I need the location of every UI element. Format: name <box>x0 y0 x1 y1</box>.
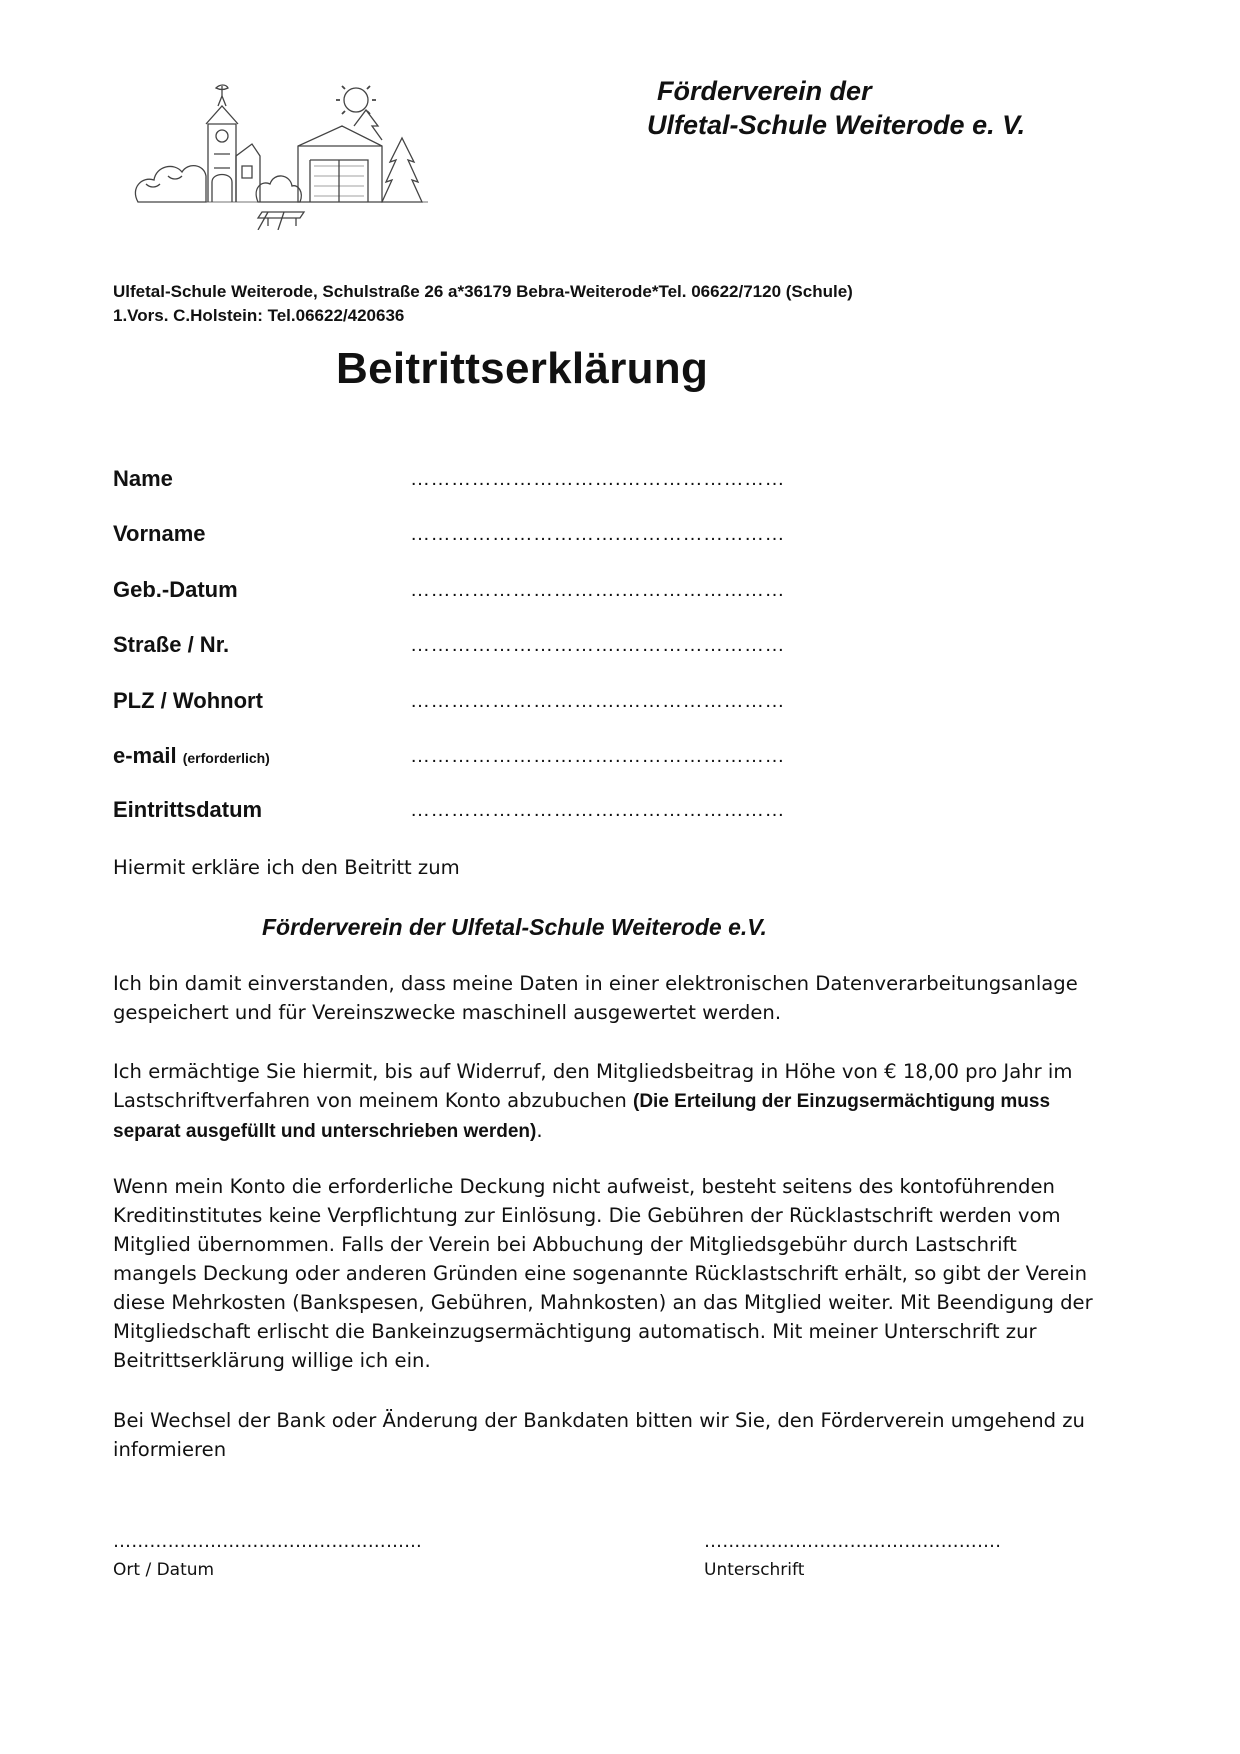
field-label-strasse: Straße / Nr. <box>113 632 230 657</box>
field-label-eintrittsdatum: Eintrittsdatum <box>113 797 263 822</box>
sun-icon <box>344 88 368 112</box>
paragraph-bank-change: Bei Wechsel der Bank oder Änderung der Bankdaten bitten wir Sie, den Förderverein umgehend zu informieren <box>113 1409 1085 1461</box>
direct-debit-bold-note: (Die Erteilung der Einzugsermächtigung muss separat ausgefüllt und unterschrieben werden) <box>113 1091 1051 1142</box>
place-date-label: Ort / Datum <box>113 1560 215 1580</box>
field-label-plz-wohnort: PLZ / Wohnort <box>113 688 263 713</box>
chair-contact: 1.Vors. C.Holstein: Tel.06622/420636 <box>113 306 405 325</box>
field-label-email <box>113 743 270 769</box>
field-label-vorname: Vorname <box>113 521 206 546</box>
field-blank-plz-wohnort[interactable]: ………………………….…………………… <box>410 690 786 712</box>
field-label-name: Name <box>113 466 173 491</box>
paragraph-direct-debit <box>113 1057 1103 1146</box>
paragraph-chargeback: Wenn mein Konto die erforderliche Deckung nicht aufweist, besteht seitens des kontoführenden Kreditinstitutes keine Verpflichtung zur Einlösung. Die Gebühren der Rücklastschrift werden vom Mitglied übernommen. Falls der Verein bei Abbuchung der Mitgliedsgebühr durch Lastschrift mangels Deckung oder anderen Gründen eine sogenannte Rücklastschrift erhält, so gibt der Verein diese Mehrkosten (Bankspesen, Gebühren, Mahnkosten) an das Mitglied weiter. Mit Beendigung der Mitgliedschaft erlischt die Bankeinzugsermächtigung automatisch. Mit meiner Unterschrift zur Beitrittserklärung willige ich ein. <box>113 1175 1093 1372</box>
field-blank-eintrittsdatum[interactable]: ………………………….…………………… <box>410 799 786 821</box>
tree <box>382 138 422 202</box>
paragraph-data-consent: Ich bin damit einverstanden, dass meine Daten in einer elektronischen Datenverarbeitungsanlage gespeichert und für Vereinszwecke maschinell ausgewertet werden. <box>113 972 1078 1024</box>
field-blank-name[interactable]: ………………………….…………………… <box>410 468 786 490</box>
bush-left <box>135 166 206 202</box>
school-logo-drawing <box>128 84 433 230</box>
direct-debit-text: Ich ermächtige Sie hiermit, bis auf Widerruf, den Mitgliedsbeitrag in Höhe von € 18,00 pro Jahr im Lastschriftverfahren von meinem Konto abzubuchen <box>113 1060 1073 1112</box>
organization-name-line1: Förderverein der <box>657 76 872 106</box>
field-blank-vorname[interactable]: ………………………….…………………… <box>410 523 786 545</box>
field-blank-strasse[interactable]: ………………………….…………………… <box>410 634 786 656</box>
signature-label: Unterschrift <box>704 1560 805 1580</box>
intro-text: Hiermit erkläre ich den Beitritt zum <box>113 856 460 879</box>
signature-line[interactable]: …………………………………………. <box>704 1531 1002 1552</box>
organization-name-line2: Ulfetal-Schule Weiterode e. V. <box>647 110 1026 140</box>
email-label-text: e-mail <box>113 743 177 768</box>
club-name-subtitle: Förderverein der Ulfetal-Schule Weiterode e.V. <box>262 914 767 940</box>
field-blank-geburtsdatum[interactable]: ………………………….…………………… <box>410 579 786 601</box>
school-address: Ulfetal-Schule Weiterode, Schulstraße 26 a*36179 Bebra-Weiterode*Tel. 06622/7120 (Schule) <box>113 282 853 301</box>
place-date-line[interactable]: …………………………………………... <box>113 1531 422 1552</box>
field-label-geburtsdatum: Geb.-Datum <box>113 577 238 602</box>
email-required-note: (erforderlich) <box>182 750 270 766</box>
field-blank-email[interactable]: ………………………….…………………… <box>410 745 786 767</box>
document-title: Beitrittserklärung <box>336 344 709 393</box>
direct-debit-end: . <box>536 1119 543 1142</box>
